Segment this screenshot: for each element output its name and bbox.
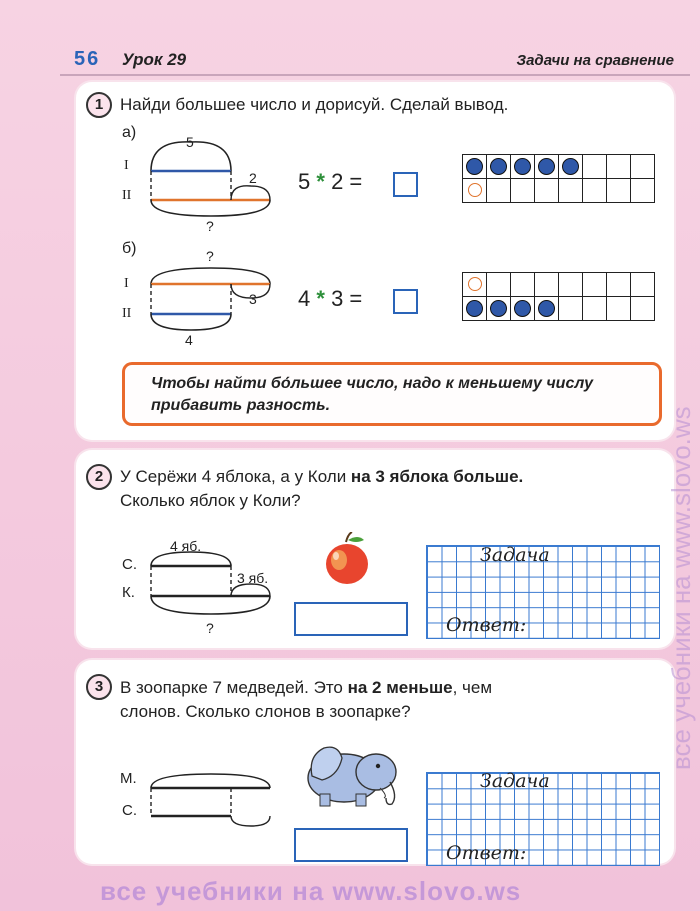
- part-a-top-value: 5: [186, 134, 194, 150]
- task2-answer-box[interactable]: [294, 602, 408, 636]
- task3-text-end: , чем: [452, 678, 493, 697]
- part-b-row1-label: I: [124, 276, 129, 291]
- page-header: [60, 44, 690, 76]
- task3-diagram: [145, 766, 285, 836]
- part-a-right-value: 2: [249, 170, 257, 186]
- dot-icon: [466, 300, 483, 317]
- task3-answer-box[interactable]: [294, 828, 408, 862]
- rule-box: [122, 362, 662, 426]
- ring-icon: [468, 277, 482, 291]
- part-a-operator: *: [316, 169, 325, 194]
- task3-number: 3: [86, 674, 112, 700]
- part-b-diagram: [145, 262, 285, 342]
- task1-number: 1: [86, 92, 112, 118]
- task2-right-value: 3 яб.: [237, 570, 269, 586]
- dot-icon: [538, 158, 555, 175]
- task3-text-start: В зоопарке 7 медведей. Это: [120, 678, 348, 697]
- rule-text: Чтобы найти бо́льшее число, надо к меньшему числу прибавить разность.: [151, 375, 593, 414]
- task3-text: [120, 676, 650, 724]
- task2-diagram: [145, 548, 285, 628]
- lesson-title: Урок 29: [122, 50, 187, 69]
- apple-icon: [322, 532, 372, 588]
- page-number: 56: [74, 48, 101, 70]
- part-a-question: ?: [206, 218, 214, 234]
- task2-text-line2: Сколько яблок у Коли?: [120, 491, 301, 510]
- part-a-row1-label: I: [124, 158, 129, 173]
- part-a-expression: [298, 170, 362, 194]
- part-b-operator: *: [316, 286, 325, 311]
- task2-text: [120, 465, 650, 513]
- elephant-icon: [300, 736, 408, 810]
- part-b-rhs: 3 =: [331, 286, 363, 311]
- bottom-watermark: все учебники на www.slovo.ws: [100, 876, 522, 906]
- part-a-label: а): [122, 124, 137, 141]
- task2-top-value: 4 яб.: [170, 538, 202, 554]
- part-a-rhs: 2 =: [331, 169, 363, 194]
- part-b-right-value: 3: [249, 291, 257, 307]
- task2-text-start: У Серёжи 4 яблока, а у Коли: [120, 467, 351, 486]
- dot-icon: [538, 300, 555, 317]
- task3-row1-label: М.: [120, 770, 137, 787]
- task2-text-bold: на 3 яблока больше.: [350, 467, 524, 486]
- task2-row1-label: С.: [122, 556, 137, 573]
- task2-sheet-task-label: Задача: [480, 544, 550, 566]
- dot-icon: [490, 300, 507, 317]
- part-a-answer-box[interactable]: [393, 172, 418, 197]
- part-a-left-number: 5: [298, 169, 311, 194]
- dot-icon: [514, 300, 531, 317]
- part-b-left-number: 4: [298, 286, 311, 311]
- task3-sheet-answer-label: Ответ:: [446, 842, 527, 864]
- task3-text-bold: на 2 меньше: [347, 678, 453, 697]
- dot-icon: [490, 158, 507, 175]
- part-b-label: б): [122, 240, 137, 257]
- dot-icon: [514, 158, 531, 175]
- task2-number: 2: [86, 464, 112, 490]
- dot-icon: [466, 158, 483, 175]
- task3-sheet-task-label: Задача: [480, 770, 550, 792]
- dot-icon: [562, 158, 579, 175]
- part-a-grid: [462, 154, 655, 203]
- part-b-grid: [462, 272, 655, 321]
- part-b-row2-label: II: [122, 306, 132, 321]
- ring-icon: [468, 183, 482, 197]
- part-b-bottom-value: 4: [185, 332, 193, 348]
- task1-text: Найди большее число и дорисуй. Сделай вывод.: [120, 95, 509, 114]
- topic-title: Задачи на сравнение: [516, 52, 674, 69]
- task3-row2-label: С.: [122, 802, 137, 819]
- task2-question: ?: [206, 620, 214, 636]
- part-a-diagram: [145, 130, 285, 230]
- vertical-watermark: все учебники на www.slovo.ws: [666, 406, 696, 770]
- task3-text-line2: слонов. Сколько слонов в зоопарке?: [120, 702, 411, 721]
- part-b-expression: [298, 287, 362, 311]
- part-b-answer-box[interactable]: [393, 289, 418, 314]
- part-a-row2-label: II: [122, 188, 132, 203]
- part-b-question: ?: [206, 248, 214, 264]
- task2-sheet-answer-label: Ответ:: [446, 614, 527, 636]
- task2-row2-label: К.: [122, 584, 135, 601]
